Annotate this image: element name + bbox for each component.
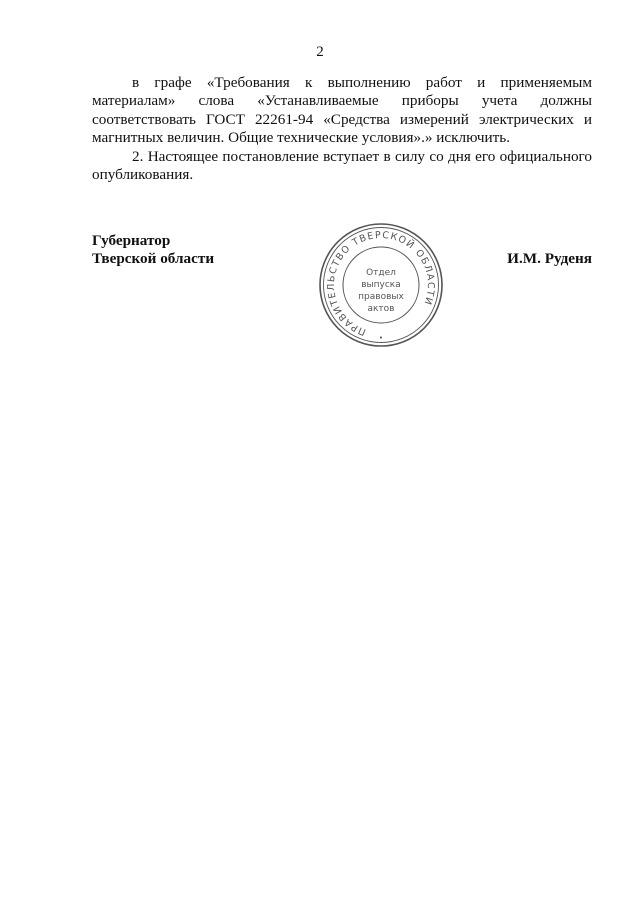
stamp-center-line2: выпуска: [361, 280, 401, 290]
official-stamp: [318, 222, 444, 348]
stamp-center-line3: правовых: [358, 292, 404, 302]
stamp-ring-textpath: ПРАВИТЕЛЬСТВО ТВЕРСКОЙ ОБЛАСТИ: [325, 229, 437, 338]
stamp-center-line4: актов: [367, 304, 395, 314]
stamp-star: •: [378, 334, 384, 342]
signer-title: [92, 232, 214, 268]
page-number: 2: [316, 44, 324, 60]
signer-title-line2: Тверской области: [92, 250, 215, 268]
paragraph-exclusion: в графе «Требования к выполнению работ и применяемым материалам» слова «Устанавливаемые приборы учета должны соответствовать ГОСТ 22261-94 «Средства измерений электрических и магнитных величин. Общие технические условия».» исключить.: [92, 74, 592, 147]
signer-name: И.М. Руденя: [507, 250, 592, 267]
document-body: [92, 74, 592, 184]
signer-title-line1: Губернатор: [92, 232, 171, 249]
stamp-center-line1: Отдел: [366, 268, 396, 278]
stamp-seal-icon: [318, 222, 444, 348]
paragraph-effective-date: 2. Настоящее постановление вступает в силу со дня его официального опубликования.: [92, 147, 592, 184]
